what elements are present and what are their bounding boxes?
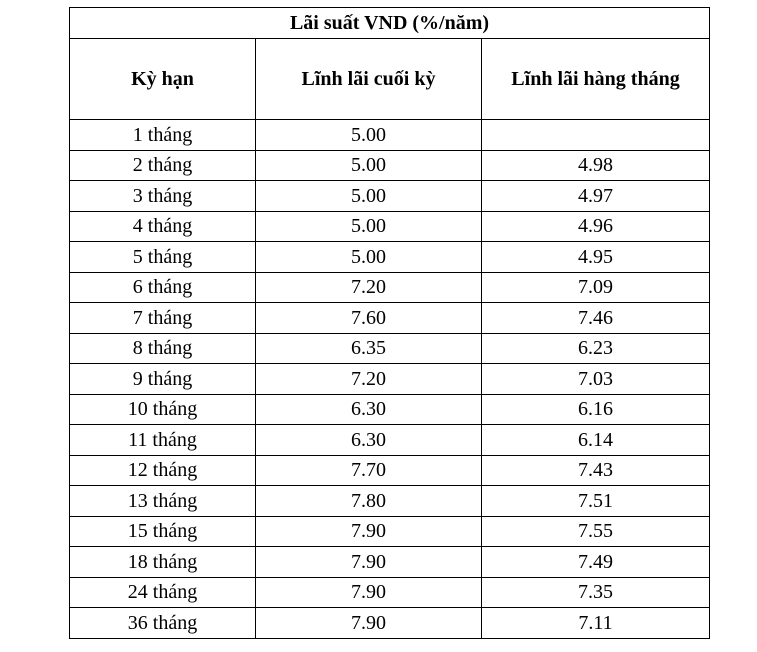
cell-monthly-rate: 7.46 xyxy=(482,303,710,334)
cell-monthly-rate: 4.98 xyxy=(482,150,710,181)
column-header-monthly: Lĩnh lãi hàng tháng xyxy=(482,39,710,120)
table-row xyxy=(70,211,710,242)
table-row xyxy=(70,150,710,181)
cell-term: 9 tháng xyxy=(70,364,256,395)
table-row xyxy=(70,455,710,486)
cell-end-of-term-rate: 7.90 xyxy=(256,547,482,578)
cell-term: 6 tháng xyxy=(70,272,256,303)
cell-end-of-term-rate: 6.30 xyxy=(256,394,482,425)
table-row xyxy=(70,577,710,608)
table-row xyxy=(70,394,710,425)
cell-monthly-rate: 7.03 xyxy=(482,364,710,395)
cell-end-of-term-rate: 6.35 xyxy=(256,333,482,364)
cell-monthly-rate: 7.55 xyxy=(482,516,710,547)
cell-end-of-term-rate: 7.90 xyxy=(256,608,482,639)
cell-term: 1 tháng xyxy=(70,120,256,151)
cell-end-of-term-rate: 7.20 xyxy=(256,272,482,303)
cell-end-of-term-rate: 5.00 xyxy=(256,242,482,273)
table-row xyxy=(70,608,710,639)
cell-term: 18 tháng xyxy=(70,547,256,578)
table-row xyxy=(70,242,710,273)
cell-term: 7 tháng xyxy=(70,303,256,334)
cell-term: 8 tháng xyxy=(70,333,256,364)
cell-term: 5 tháng xyxy=(70,242,256,273)
cell-end-of-term-rate: 7.90 xyxy=(256,577,482,608)
cell-term: 3 tháng xyxy=(70,181,256,212)
cell-end-of-term-rate: 5.00 xyxy=(256,211,482,242)
cell-monthly-rate xyxy=(482,120,710,151)
cell-end-of-term-rate: 6.30 xyxy=(256,425,482,456)
cell-monthly-rate: 7.09 xyxy=(482,272,710,303)
cell-end-of-term-rate: 5.00 xyxy=(256,181,482,212)
column-header-term: Kỳ hạn xyxy=(70,39,256,120)
table-title: Lãi suất VND (%/năm) xyxy=(70,8,710,39)
cell-term: 10 tháng xyxy=(70,394,256,425)
cell-end-of-term-rate: 5.00 xyxy=(256,120,482,151)
table-row xyxy=(70,272,710,303)
column-header-end-of-term: Lĩnh lãi cuối kỳ xyxy=(256,39,482,120)
table-row xyxy=(70,486,710,517)
cell-monthly-rate: 6.16 xyxy=(482,394,710,425)
table-row xyxy=(70,425,710,456)
cell-end-of-term-rate: 7.70 xyxy=(256,455,482,486)
cell-end-of-term-rate: 5.00 xyxy=(256,150,482,181)
cell-monthly-rate: 7.11 xyxy=(482,608,710,639)
cell-term: 4 tháng xyxy=(70,211,256,242)
cell-term: 15 tháng xyxy=(70,516,256,547)
cell-monthly-rate: 6.23 xyxy=(482,333,710,364)
cell-term: 11 tháng xyxy=(70,425,256,456)
cell-monthly-rate: 6.14 xyxy=(482,425,710,456)
table-row xyxy=(70,547,710,578)
cell-monthly-rate: 4.95 xyxy=(482,242,710,273)
table-row xyxy=(70,333,710,364)
table-row xyxy=(70,181,710,212)
cell-monthly-rate: 7.35 xyxy=(482,577,710,608)
table-row xyxy=(70,303,710,334)
cell-monthly-rate: 7.49 xyxy=(482,547,710,578)
cell-monthly-rate: 7.43 xyxy=(482,455,710,486)
table-body xyxy=(70,120,710,639)
table-row xyxy=(70,364,710,395)
cell-monthly-rate: 7.51 xyxy=(482,486,710,517)
interest-rate-table xyxy=(69,7,710,639)
table-header-row xyxy=(70,39,710,120)
cell-end-of-term-rate: 7.60 xyxy=(256,303,482,334)
cell-monthly-rate: 4.96 xyxy=(482,211,710,242)
cell-term: 24 tháng xyxy=(70,577,256,608)
cell-term: 12 tháng xyxy=(70,455,256,486)
cell-end-of-term-rate: 7.20 xyxy=(256,364,482,395)
cell-term: 13 tháng xyxy=(70,486,256,517)
cell-term: 2 tháng xyxy=(70,150,256,181)
cell-monthly-rate: 4.97 xyxy=(482,181,710,212)
cell-end-of-term-rate: 7.90 xyxy=(256,516,482,547)
cell-term: 36 tháng xyxy=(70,608,256,639)
table-title-row xyxy=(70,8,710,39)
table-row xyxy=(70,516,710,547)
cell-end-of-term-rate: 7.80 xyxy=(256,486,482,517)
table-row xyxy=(70,120,710,151)
